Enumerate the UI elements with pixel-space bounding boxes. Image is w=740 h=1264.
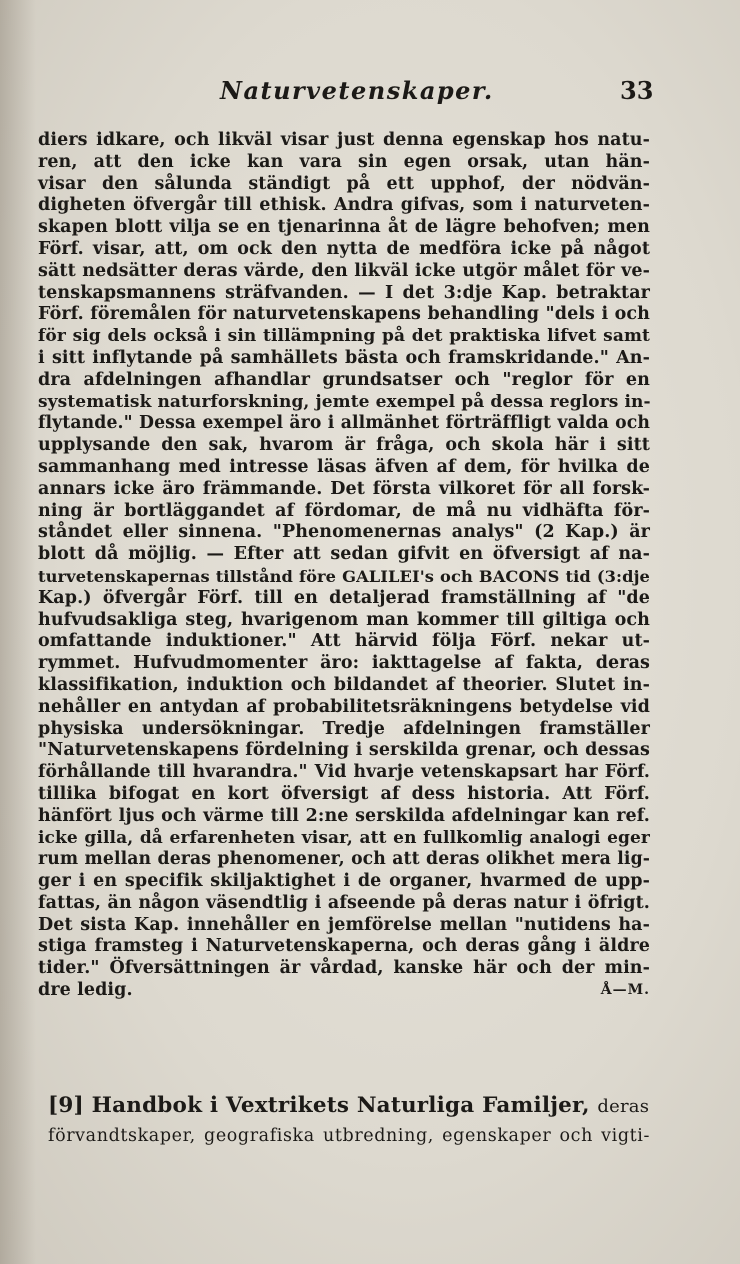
text-line: dra afdelningen afhandlar grundsatser och "reglor för en xyxy=(38,369,650,390)
text-line: tenskapsmannens sträfvanden. — I det 3:dje Kap. betraktar xyxy=(38,282,650,303)
running-title: Naturvetenskaper. xyxy=(220,76,494,105)
text-line: "Naturvetenskapens fördelning i serskilda grenar, och dessas xyxy=(38,740,650,761)
text-line: omfattande induktioner." Att härvid följa Förf. nekar ut- xyxy=(38,631,650,652)
text-line: rum mellan deras phenomener, och att deras olikhet mera lig- xyxy=(38,849,650,870)
text-line: tider." Öfversättningen är vårdad, kanske här och der min- xyxy=(38,958,650,979)
text-line: diers idkare, och likväl visar just denna egenskap hos natu- xyxy=(38,130,650,150)
entry-heading: [9] Handbok i Vextrikets Naturliga Familjer, xyxy=(48,1093,590,1118)
text-line: Förf. föremålen för naturvetenskapens behandling "dels i och xyxy=(38,304,650,325)
text-line: sätt nedsätter deras värde, den likväl icke utgör målet för ve- xyxy=(38,260,650,281)
text-line: ren, att den icke kan vara sin egen orsak, utan hän- xyxy=(38,151,650,172)
page-header xyxy=(0,74,740,110)
text-line: klassifikation, induktion och bildandet af theorier. Slutet in- xyxy=(38,674,650,695)
text-line: tillika bifogat en kort öfversigt af dess historia. Att Förf. xyxy=(38,783,650,804)
text-line: ger i en specifik skiljaktighet i de organer, hvarmed de upp- xyxy=(38,871,650,892)
text-line: physiska undersökningar. Tredje afdelningen framställer xyxy=(38,718,650,739)
text-line: hänfört ljus och värme till 2:ne serskilda afdelningar kan ref. xyxy=(38,805,650,826)
text-line: Förf. visar, att, om ock den nytta de medföra icke på något xyxy=(38,238,650,259)
review-body-text xyxy=(38,130,650,1002)
text-line: Kap.) öfvergår Förf. till en detaljerad framställning af "de xyxy=(38,587,650,608)
text-line: turvetenskapernas tillstånd före GALILEI's och BACONS tid (3:dje xyxy=(38,566,650,586)
page-number: 33 xyxy=(620,76,654,105)
reviewer-signature: Å—M. xyxy=(600,982,650,999)
bibliography-entry xyxy=(48,1090,650,1149)
entry-heading-line xyxy=(48,1090,650,1123)
text-line: digheten öfvergår till ethisk. Andra gifvas, som i naturveten- xyxy=(38,195,650,216)
text-line: nehåller en antydan af probabilitetsräkningens betydelse vid xyxy=(38,696,650,717)
text-line: rymmet. Hufvudmomenter äro: iakttagelse af fakta, deras xyxy=(38,653,650,674)
text-line: flytande." Dessa exempel äro i allmänhet förträffligt valda och xyxy=(38,413,650,434)
text-line: blott då möjlig. — Efter att sedan gifvit en öfversigt af na- xyxy=(38,544,650,565)
entry-subtitle-line: förvandtskaper, geografiska utbredning, egenskaper och vigti- xyxy=(48,1126,650,1146)
entry-heading-tail: deras xyxy=(597,1096,650,1117)
text-line: skapen blott vilja se en tjenarinna åt de lägre behofven; men xyxy=(38,217,650,238)
text-line: icke gilla, då erfarenheten visar, att en fullkomlig analogi eger xyxy=(38,827,650,848)
text-line: hufvudsakliga steg, hvarigenom man kommer till giltiga och xyxy=(38,609,650,630)
text-line: för sig dels också i sin tillämpning på det praktiska lifvet samt xyxy=(38,326,650,347)
text-line: fattas, än någon väsendtlig i afseende på deras natur i öfrigt. xyxy=(38,892,650,913)
text-line: ning är bortläggandet af fördomar, de må nu vidhäfta för- xyxy=(38,500,650,521)
text-line: sammanhang med intresse läsas äfven af dem, för hvilka de xyxy=(38,456,650,477)
text-line xyxy=(38,980,650,1002)
final-text-fragment: dre ledig. xyxy=(38,980,133,1001)
text-line: annars icke äro främmande. Det första vilkoret för all forsk- xyxy=(38,478,650,499)
text-line: förhållande till hvarandra." Vid hvarje vetenskapsart har Förf. xyxy=(38,762,650,783)
binding-shadow xyxy=(0,0,36,1264)
text-line: upplysande den sak, hvarom är fråga, och skola här i sitt xyxy=(38,435,650,456)
text-line: stiga framsteg i Naturvetenskaperna, och deras gång i äldre xyxy=(38,936,650,957)
text-line: ståndet eller sinnena. "Phenomenernas analys" (2 Kap.) är xyxy=(38,522,650,543)
text-line: visar den sålunda ständigt på ett upphof, der nödvän- xyxy=(38,173,650,194)
text-line: Det sista Kap. innehåller en jemförelse mellan "nutidens ha- xyxy=(38,914,650,935)
text-line: systematisk naturforskning, jemte exempel på dessa reglors in- xyxy=(38,391,651,412)
text-line: i sitt inflytande på samhällets bästa och framskridande." An- xyxy=(38,347,650,368)
